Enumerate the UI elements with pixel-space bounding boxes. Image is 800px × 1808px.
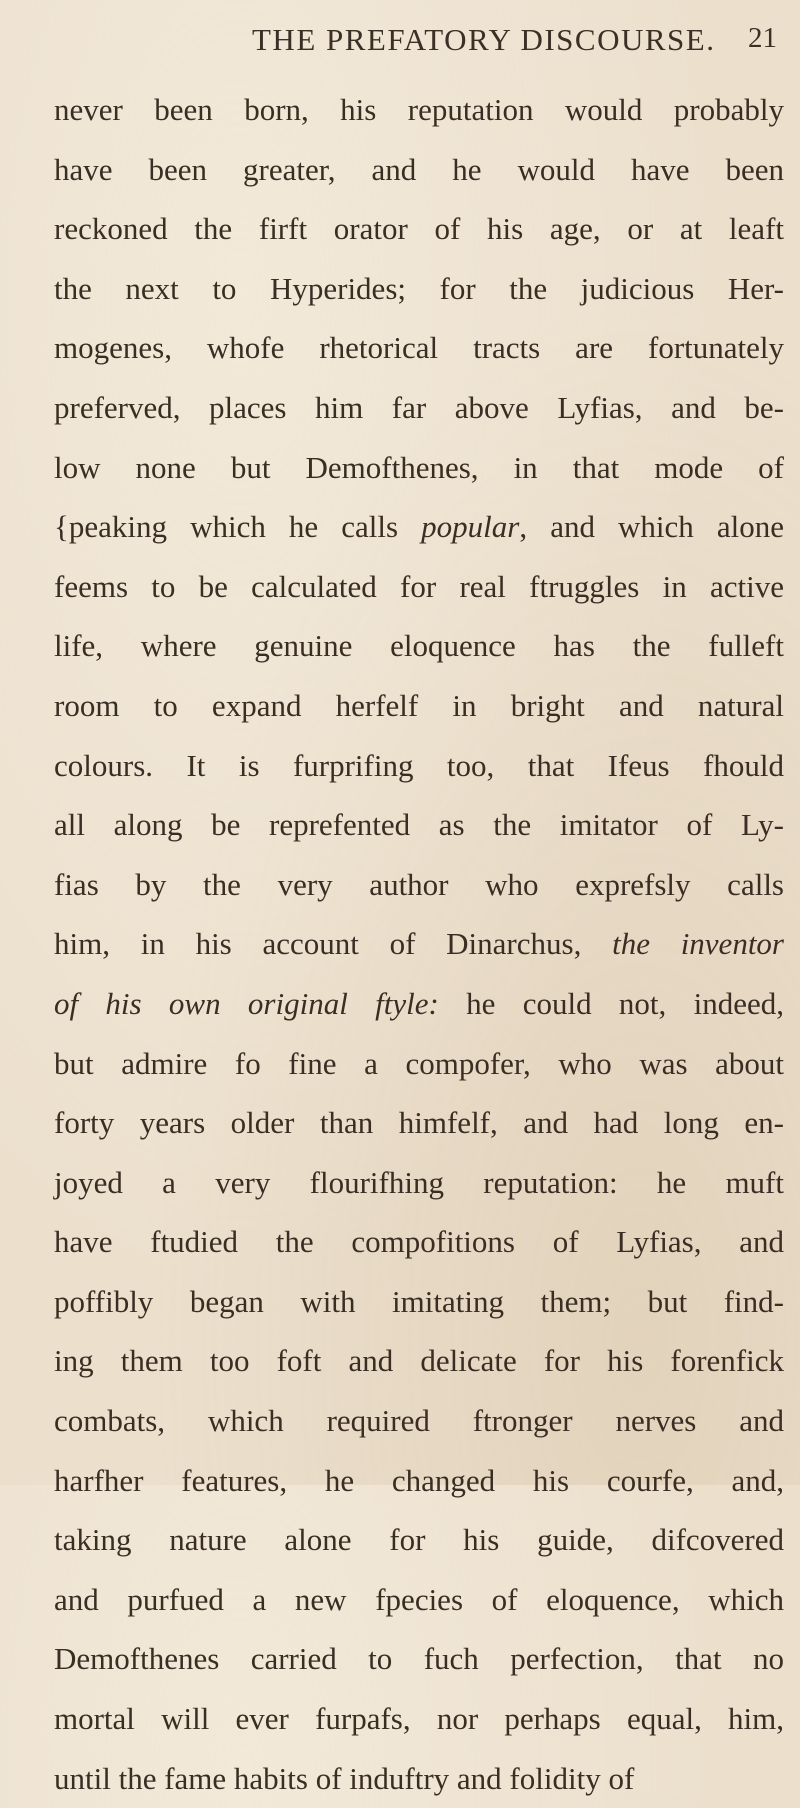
- text-line: harfher features, he changed his courfe, and,: [54, 1462, 784, 1498]
- text-line: low none but Demofthenes, in that mode of: [54, 449, 784, 485]
- text-line: have ftudied the compofitions of Lyfias, and: [54, 1224, 784, 1260]
- text-segment: him, in his account of Dinarchus,: [54, 926, 613, 962]
- text-line: preferved, places him far above Lyfias, and be-: [54, 389, 784, 425]
- text-segment: , and which alone: [519, 509, 785, 545]
- text-segment: he could not, indeed,: [438, 985, 784, 1021]
- text-line: the next to Hyperides; for the judicious Her-: [54, 270, 784, 306]
- text-line: but admire fo fine a compofer, who was about: [54, 1045, 784, 1081]
- text-line: combats, which required ftronger nerves and: [54, 1403, 784, 1439]
- text-segment: {peaking which he calls: [54, 509, 422, 545]
- text-line: life, where genuine eloquence has the fulleft: [54, 628, 784, 664]
- text-line: [54, 974, 784, 1034]
- text-line: feems to be calculated for real ftruggles in active: [54, 568, 784, 604]
- text-line: all along be reprefented as the imitator of Ly-: [54, 807, 784, 843]
- text-line: mogenes, whofe rhetorical tracts are fortunately: [54, 330, 784, 366]
- text-line: room to expand herfelf in bright and natural: [54, 687, 784, 723]
- running-head-title: THE PREFATORY DISCOURSE.: [252, 22, 716, 57]
- running-head: [0, 22, 800, 62]
- text-line: ing them too foft and delicate for his forenfick: [54, 1343, 784, 1379]
- text-line: and purfued a new fpecies of eloquence, which: [54, 1581, 784, 1617]
- italic-text: the inventor: [612, 926, 784, 962]
- text-line: forty years older than himfelf, and had long en-: [54, 1105, 784, 1141]
- text-line: joyed a very flourifhing reputation: he muft: [54, 1164, 784, 1200]
- text-line: poffibly began with imitating them; but find-: [54, 1283, 784, 1319]
- text-line: fias by the very author who exprefsly calls: [54, 866, 784, 902]
- text-line: never been born, his reputation would probably: [54, 92, 784, 127]
- text-line: reckoned the firft orator of his age, or at leaft: [54, 211, 784, 247]
- text-line: until the fame habits of induftry and folidity of: [54, 1760, 635, 1796]
- page-number: 21: [748, 22, 777, 54]
- text-line: Demofthenes carried to fuch perfection, that no: [54, 1641, 784, 1677]
- text-line: taking nature alone for his guide, difcovered: [54, 1522, 784, 1558]
- italic-text: of his own original ftyle:: [54, 985, 439, 1021]
- italic-text: popular: [421, 509, 520, 545]
- text-line: have been greater, and he would have been: [54, 151, 784, 187]
- text-line: [54, 497, 784, 557]
- text-line: colours. It is furprifing too, that Ifeus fhould: [54, 747, 784, 783]
- text-line: [54, 914, 784, 974]
- body-text: [54, 80, 784, 1808]
- text-line: mortal will ever furpafs, nor perhaps equal, him,: [54, 1701, 784, 1737]
